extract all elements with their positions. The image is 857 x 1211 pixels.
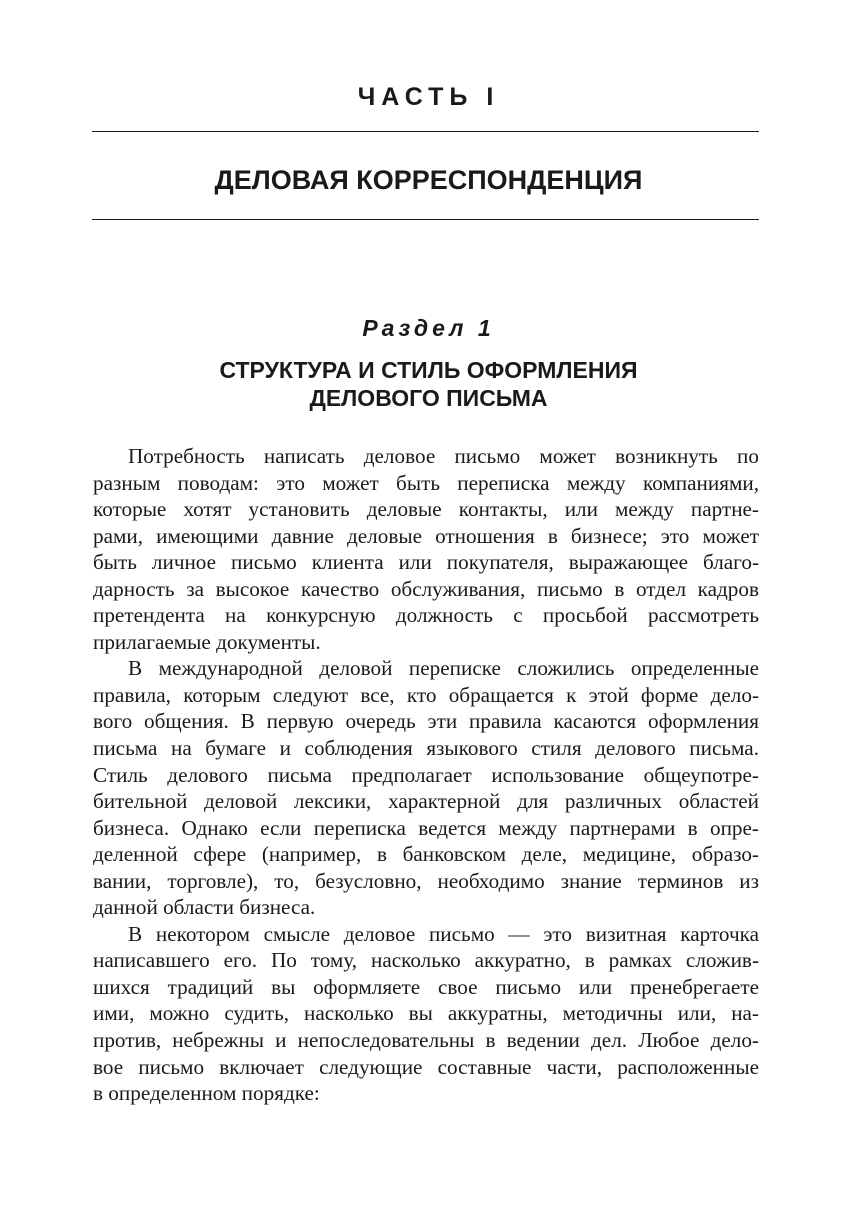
body-text: [93, 443, 759, 1107]
text-line: В международной деловой переписке сложились определенные: [128, 656, 759, 681]
section-title-line: СТРУКТУРА И СТИЛЬ ОФОРМЛЕНИЯ: [219, 357, 638, 383]
text-line: вании, торговле), то, безусловно, необходимо знание терминов из: [93, 868, 759, 893]
section-title: [0, 356, 857, 412]
top-divider: [92, 131, 759, 132]
text-line: деленной сфере (например, в банковском деле, медицине, образо-: [93, 842, 759, 867]
text-line: Стиль делового письма предполагает использование общеупотре-: [93, 762, 759, 787]
text-line: шихся традиций вы оформляете свое письмо или пренебрегаете: [93, 974, 759, 999]
paragraph-1: [93, 443, 759, 655]
text-line: прилагаемые документы.: [93, 629, 321, 654]
text-line: дарность за высокое качество обслуживания, письмо в отдел кадров: [93, 576, 759, 601]
text-line: В некотором смысле деловое письмо — это визитная карточка: [128, 921, 759, 946]
bottom-divider: [92, 219, 759, 220]
text-line: написавшего его. По тому, насколько аккуратно, в рамках сложив-: [93, 948, 759, 973]
text-line: Потребность написать деловое письмо может возникнуть по: [128, 444, 759, 468]
section-label: Раздел 1: [362, 315, 495, 341]
section-title-line: ДЕЛОВОГО ПИСЬМА: [309, 385, 548, 411]
text-line: письма на бумаге и соблюдения языкового стиля делового письма.: [93, 736, 759, 761]
text-line: претендента на конкурсную должность с просьбой рассмотреть: [93, 603, 759, 628]
text-line: против, небрежны и непоследовательны в ведении дел. Любое дело-: [93, 1028, 759, 1053]
text-line: правила, которым следуют все, кто обращается к этой форме дело-: [93, 682, 759, 707]
text-line: в определенном порядке:: [93, 1081, 320, 1106]
text-line: рами, имеющими давние деловые отношения в бизнесе; это может: [93, 523, 759, 548]
part-title: ДЕЛОВАЯ КОРРЕСПОНДЕНЦИЯ: [214, 165, 643, 195]
text-line: быть личное письмо клиента или покупателя, выражающее благо-: [93, 550, 759, 575]
text-line: ими, можно судить, насколько вы аккуратны, методичны или, на-: [93, 1001, 759, 1026]
text-line: вого общения. В первую очередь эти правила касаются оформления: [93, 709, 759, 734]
paragraph-2: [93, 655, 759, 920]
part-label: ЧАСТЬ I: [357, 83, 500, 111]
paragraph-3: [93, 921, 759, 1107]
text-line: бизнеса. Однако если переписка ведется между партнерами в опре-: [93, 815, 759, 840]
text-line: данной области бизнеса.: [93, 895, 316, 920]
text-line: которые хотят установить деловые контакты, или между партне-: [93, 497, 759, 522]
text-line: вое письмо включает следующие составные части, расположенные: [93, 1054, 759, 1079]
text-line: бительной деловой лексики, характерной для различных областей: [93, 789, 759, 814]
text-line: разным поводам: это может быть переписка между компаниями,: [93, 470, 759, 495]
